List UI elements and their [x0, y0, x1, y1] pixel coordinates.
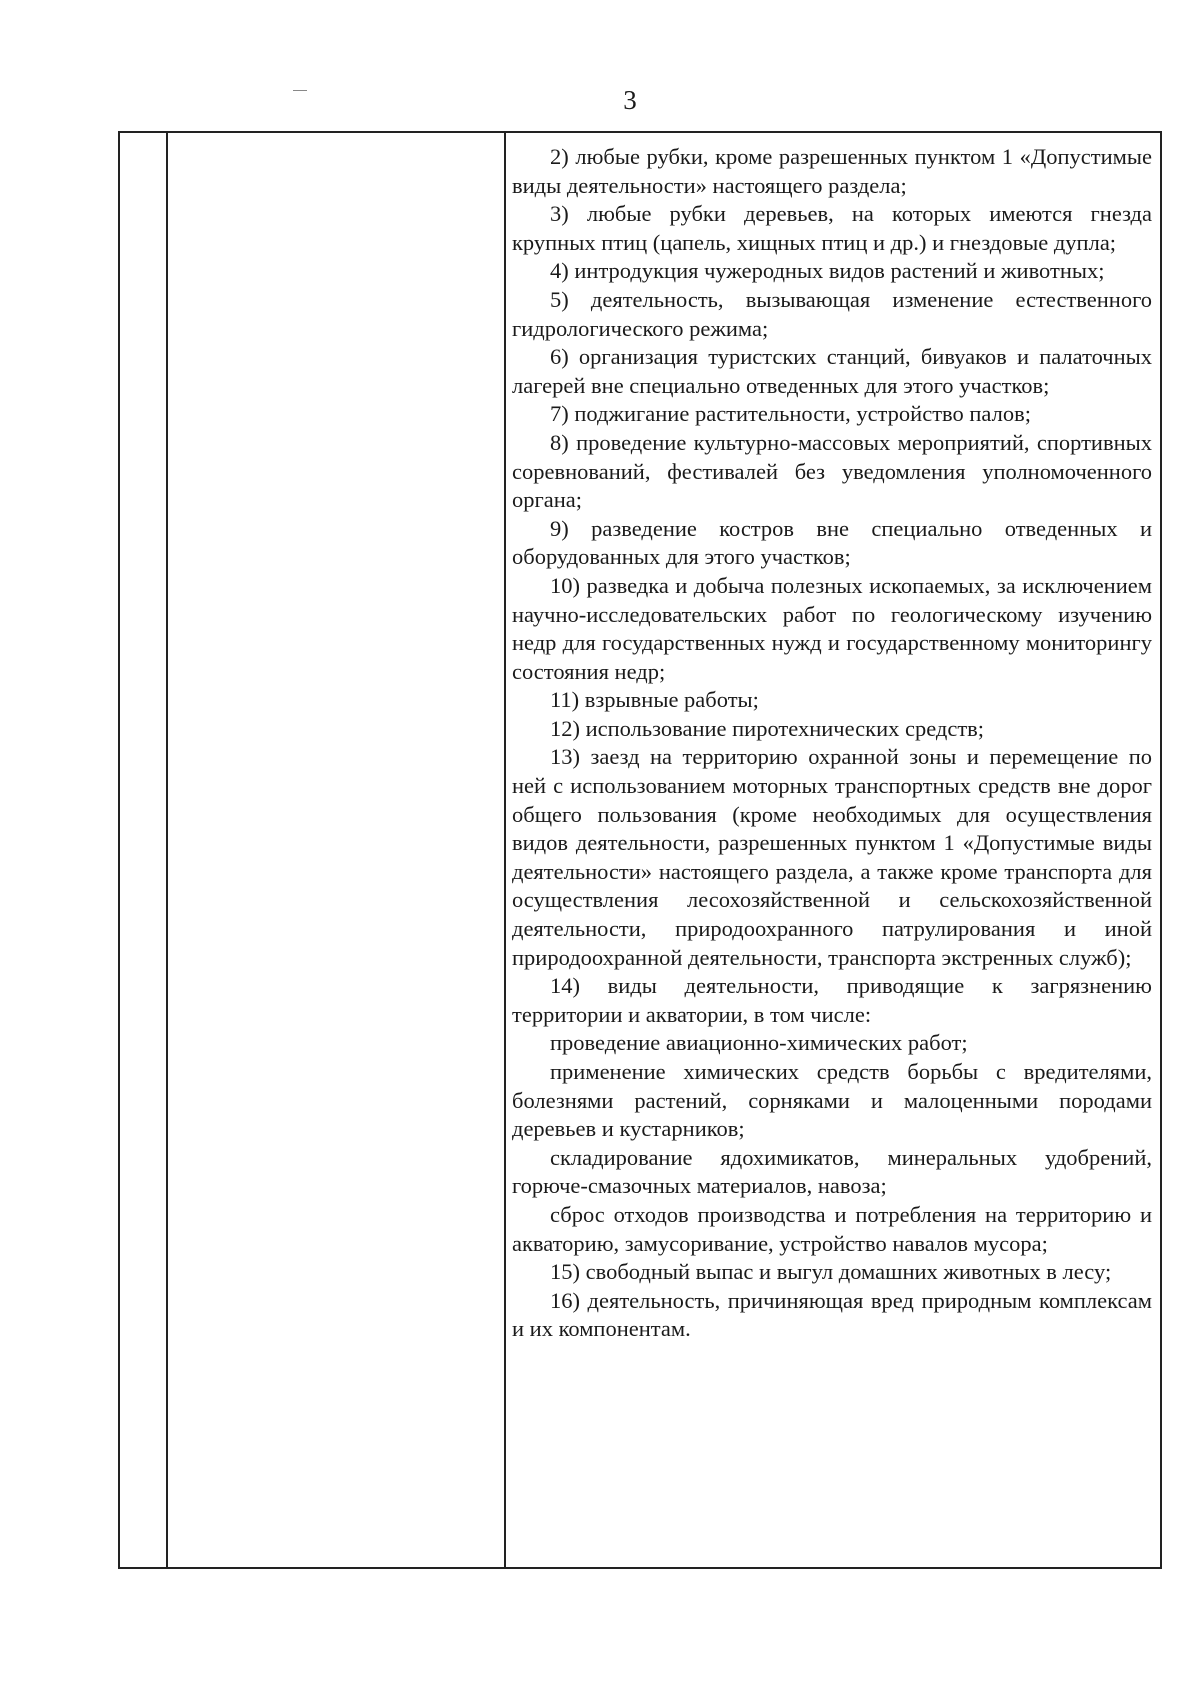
list-subitem: складирование ядохимикатов, минеральных удобрений, горюче-смазочных материалов, навоза; — [512, 1144, 1152, 1199]
list-item: 2) любые рубки, кроме разрешенных пунктом 1 «Допустимые виды деятельности» настоящего раздела; — [512, 144, 1152, 198]
list-item: 11) взрывные работы; — [550, 687, 759, 713]
list-subitem: проведение авиационно-химических работ; — [550, 1030, 968, 1056]
column-divider-2 — [504, 133, 506, 1567]
list-item: 12) использование пиротехнических средств; — [550, 715, 985, 741]
list-item: 8) проведение культурно-массовых мероприятий, спортивных соревнований, фестивалей без уведомления уполномоченного органа; — [512, 429, 1152, 513]
list-item: 4) интродукция чужеродных видов растений и животных; — [550, 258, 1105, 284]
list-item: 6) организация туристских станций, бивуаков и палаточных лагерей вне специально отведенных для этого участков; — [512, 344, 1152, 398]
list-item: 5) деятельность, вызывающая изменение естественного гидрологического режима; — [512, 286, 1152, 341]
list-item: 16) деятельность, причиняющая вред природным комплексам и их компонентам. — [512, 1287, 1152, 1342]
list-item: 10) разведка и добыча полезных ископаемых, за исключением научно-исследовательских работ по геологическому изучению недр для государственных нужд и государственному мониторингу состояния недр; — [512, 572, 1152, 684]
list-subitem: применение химических средств борьбы с вредителями, болезнями растений, сорняками и малоценными породами деревьев и кустарников; — [512, 1059, 1152, 1142]
list-item: 14) виды деятельности, приводящие к загрязнению территории и акватории, в том числе: — [512, 973, 1152, 1027]
list-item: 13) заезд на территорию охранной зоны и перемещение по ней с использованием моторных транспортных средств вне дорог общего пользования (кроме необходимых для осуществления видов деятельности, разрешенных пунктом 1 «Допустимые виды деятельности» настоящего раздела, а также кроме транспорта для осуществления лесохозяйственной и сельскохозяйственной деятельности, природоохранного патрулирования и иной природоохранной деятельности, транспорта экстренных служб); — [512, 744, 1152, 970]
list-item: 9) разведение костров вне специально отведенных и оборудованных для этого участков; — [512, 515, 1152, 570]
list-item: 3) любые рубки деревьев, на которых имеются гнезда крупных птиц (цапель, хищных птиц и др.) и гнездовые дупла; — [512, 201, 1152, 255]
regulation-table — [118, 131, 1162, 1569]
page-number: 3 — [623, 85, 637, 115]
prohibited-activities-cell — [512, 143, 1152, 1344]
list-item: 15) свободный выпас и выгул домашних животных в лесу; — [550, 1259, 1112, 1285]
scan-mark — [293, 90, 307, 91]
list-subitem: сброс отходов производства и потребления на территорию и акваторию, замусоривание, устройство навалов мусора; — [512, 1201, 1152, 1256]
list-item: 7) поджигание растительности, устройство палов; — [550, 401, 1031, 427]
column-divider-1 — [166, 133, 168, 1567]
